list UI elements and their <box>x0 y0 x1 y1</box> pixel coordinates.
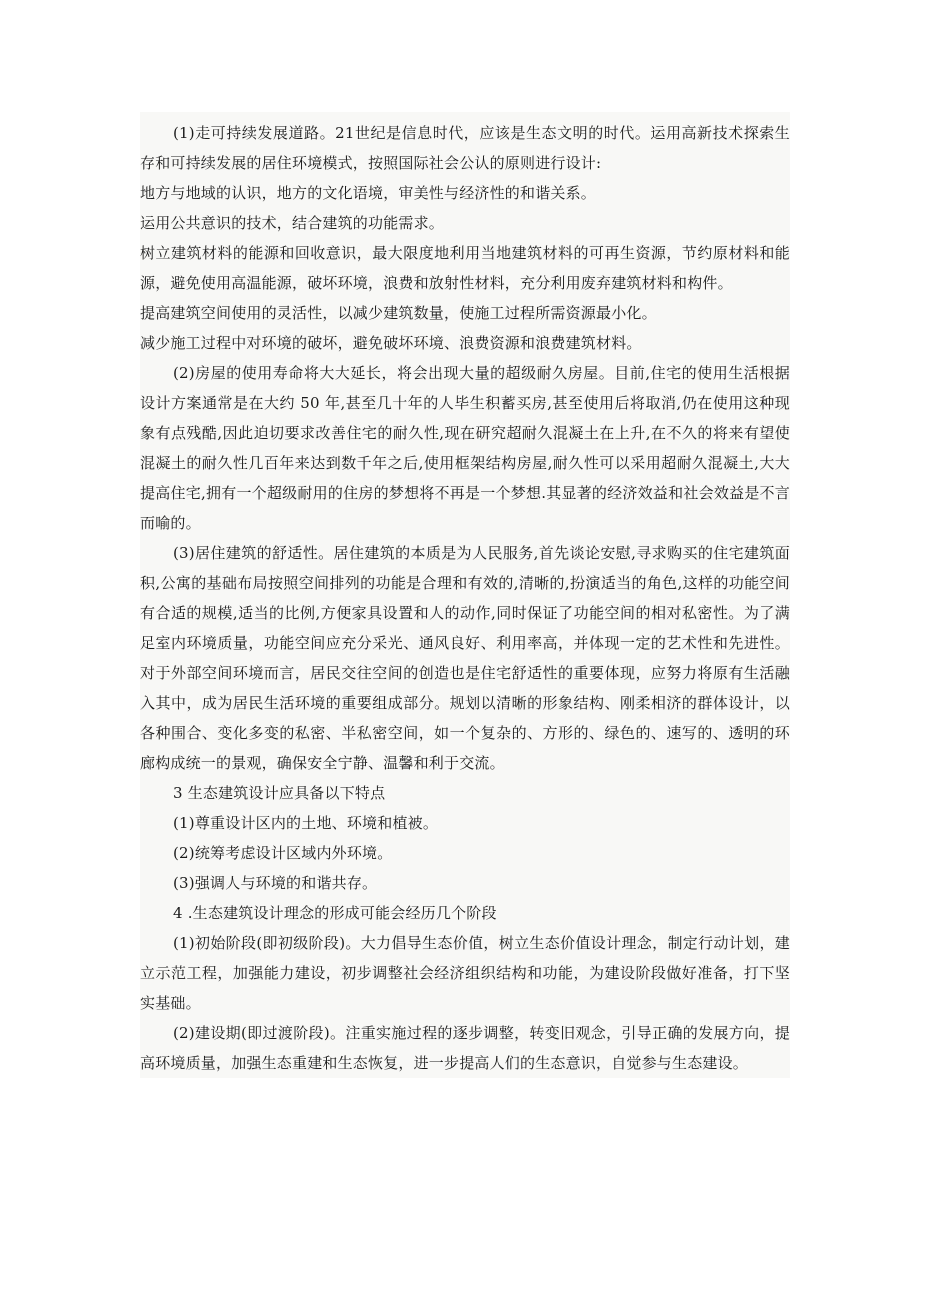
paragraph-construction-stage: (2)建设期(即过渡阶段)。注重实施过程的逐步调整，转变旧观念，引导正确的发展方向，提高环境质量，加强生态重建和生态恢复，进一步提高人们的生态意识，自觉参与生态建设。 <box>140 1024 790 1072</box>
paragraph-durability: (2)房屋的使用寿命将大大延长，将会出现大量的超级耐久房屋。目前,住宅的使用生活根据设计方案通常是在大约 50 年,甚至几十年的人毕生积蓄买房,甚至使用后将取消,仍在使用这种现象有点残酷,因此迫切要求改善住宅的耐久性,现在研究超耐久混凝土在上升,在不久的将来有望使混凝土的耐久性几百年来达到数千年之后,使用框架结构房屋,耐久性可以采用超耐久混凝土,大大提高住宅,拥有一个超级耐用的住房的梦想将不再是一个梦想.其显著的经济效益和社会效益是不言而喻的。 <box>140 364 790 532</box>
list-item-respect-land: (1)尊重设计区内的土地、环境和植被。 <box>173 814 439 832</box>
paragraph-public-awareness: 运用公共意识的技术，结合建筑的功能需求。 <box>140 214 445 232</box>
list-item-harmony: (3)强调人与环境的和谐共存。 <box>173 874 378 892</box>
paragraph-initial-stage: (1)初始阶段(即初级阶段)。大力倡导生态价值，树立生态价值设计理念，制定行动计划，建立示范工程，加强能力建设，初步调整社会经济组织结构和功能，为建设阶段做好准备，打下坚实基础。 <box>140 934 790 1012</box>
paragraph-comfort: (3)居住建筑的舒适性。居住建筑的本质是为人民服务,首先谈论安慰,寻求购买的住宅建筑面积,公寓的基础布局按照空间排列的功能是合理和有效的,清晰的,扮演适当的角色,这样的功能空间有合适的规模,适当的比例,方便家具设置和人的动作,同时保证了功能空间的相对私密性。为了满足室内环境质量，功能空间应充分采光、通风良好、利用率高，并体现一定的艺术性和先进性。对于外部空间环境而言，居民交往空间的创造也是住宅舒适性的重要体现，应努力将原有生活融入其中，成为居民生活环境的重要组成部分。规划以清晰的形象结构、刚柔相济的群体设计，以各种围合、变化多变的私密、半私密空间，如一个复杂的、方形的、绿色的、速写的、透明的环廊构成统一的景观，确保安全宁静、温馨和利于交流。 <box>140 544 790 772</box>
document-body <box>140 112 790 1078</box>
section-heading-stages: 4 .生态建筑设计理念的形成可能会经历几个阶段 <box>173 904 497 922</box>
paragraph-sustainable-development: (1)走可持续发展道路。21世纪是信息时代，应该是生态文明的时代。运用高新技术探索生存和可持续发展的居住环境模式，按照国际社会公认的原则进行设计: <box>140 124 790 172</box>
section-heading-features: 3 生态建筑设计应具备以下特点 <box>173 784 386 802</box>
paragraph-reduce-damage: 减少施工过程中对环境的破坏，避免破坏环境、浪费资源和浪费建筑材料。 <box>140 334 642 352</box>
paragraph-space-flexibility: 提高建筑空间使用的灵活性，以减少建筑数量，使施工过程所需资源最小化。 <box>140 304 657 322</box>
paragraph-local-culture: 地方与地域的认识，地方的文化语境，审美性与经济性的和谐关系。 <box>140 184 597 202</box>
paragraph-material-recycling: 树立建筑材料的能源和回收意识，最大限度地利用当地建筑材料的可再生资源，节约原材料和能源，避免使用高温能源，破坏环境，浪费和放射性材料，充分利用废弃建筑材料和构件。 <box>140 244 790 292</box>
list-item-coordinate-environment: (2)统筹考虑设计区域内外环境。 <box>173 844 393 862</box>
